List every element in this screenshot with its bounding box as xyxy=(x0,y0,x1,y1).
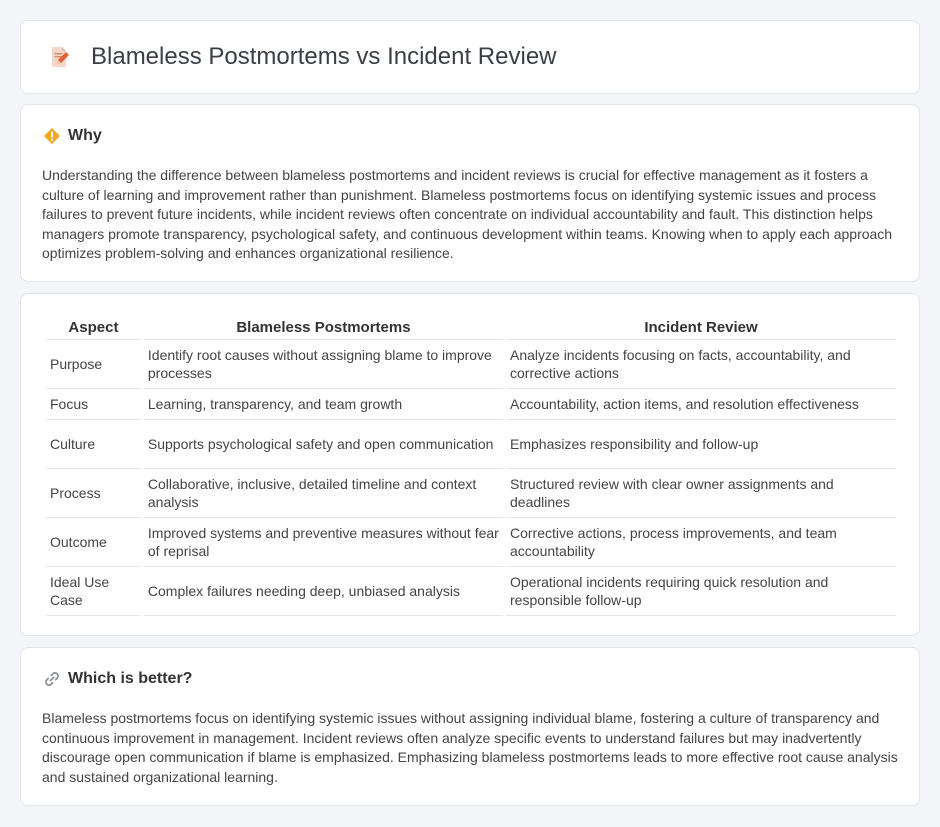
which-is-better-text: Blameless postmortems focus on identifying systemic issues without assigning individual blame, fostering a culture of transparency and continuous improvement in management. Incident reviews often analyze specific events to understand failures but may inadvertently discourage open communication if blame is emphasized. Emphasizing blameless postmortems leads to more effective root cause analysis and sustained organizational learning. xyxy=(42,710,898,785)
row-blameless: Identify root causes without assigning blame to improve processes xyxy=(144,340,503,389)
row-incident: Accountability, action items, and resolution effectiveness xyxy=(506,389,896,420)
row-incident: Operational incidents requiring quick resolution and responsible follow-up xyxy=(506,567,896,616)
link-icon xyxy=(43,670,61,688)
document-pencil-icon xyxy=(47,45,71,69)
table-row xyxy=(46,420,896,469)
row-aspect: Ideal Use Case xyxy=(46,567,141,616)
table-row xyxy=(46,469,896,518)
page-title: Blameless Postmortems vs Incident Review xyxy=(91,43,557,70)
row-blameless: Supports psychological safety and open communication xyxy=(144,420,503,469)
diamond-warning-icon xyxy=(43,127,61,145)
table-header-row xyxy=(46,316,896,340)
row-incident: Analyze incidents focusing on facts, accountability, and corrective actions xyxy=(506,340,896,389)
why-text: Understanding the difference between blameless postmortems and incident reviews is crucial for effective management as it fosters a culture of learning and improvement rather than punishment. Blameless postmortems focus on identifying systemic issues and process failures to prevent future incidents, while incident reviews often concentrate on individual accountability and fault. This distinction helps managers promote transparency, psychological safety, and continuous development within teams. Knowing when to apply each approach optimizes problem-solving and enhances organizational resilience. xyxy=(42,167,893,262)
title-card xyxy=(20,20,920,94)
why-heading: Why xyxy=(68,127,102,144)
row-blameless: Complex failures needing deep, unbiased analysis xyxy=(144,567,503,616)
comparison-table xyxy=(43,316,899,616)
row-incident: Corrective actions, process improvements, and team accountability xyxy=(506,518,896,567)
row-aspect: Purpose xyxy=(46,340,141,389)
header-aspect: Aspect xyxy=(46,316,141,340)
header-incident-review: Incident Review xyxy=(506,316,896,340)
table-row xyxy=(46,567,896,616)
row-aspect: Outcome xyxy=(46,518,141,567)
header-blameless-postmortems: Blameless Postmortems xyxy=(144,316,503,340)
row-aspect: Culture xyxy=(46,420,141,469)
row-blameless: Improved systems and preventive measures without fear of reprisal xyxy=(144,518,503,567)
row-aspect: Process xyxy=(46,469,141,518)
comparison-card xyxy=(20,293,920,636)
which-is-better-heading: Which is better? xyxy=(68,670,193,687)
row-blameless: Collaborative, inclusive, detailed timeline and context analysis xyxy=(144,469,503,518)
row-incident: Structured review with clear owner assignments and deadlines xyxy=(506,469,896,518)
row-aspect: Focus xyxy=(46,389,141,420)
table-row xyxy=(46,340,896,389)
row-incident: Emphasizes responsibility and follow-up xyxy=(506,420,896,469)
why-card xyxy=(20,104,920,282)
which-is-better-card xyxy=(20,647,920,806)
table-row xyxy=(46,389,896,420)
table-row xyxy=(46,518,896,567)
row-blameless: Learning, transparency, and team growth xyxy=(144,389,503,420)
